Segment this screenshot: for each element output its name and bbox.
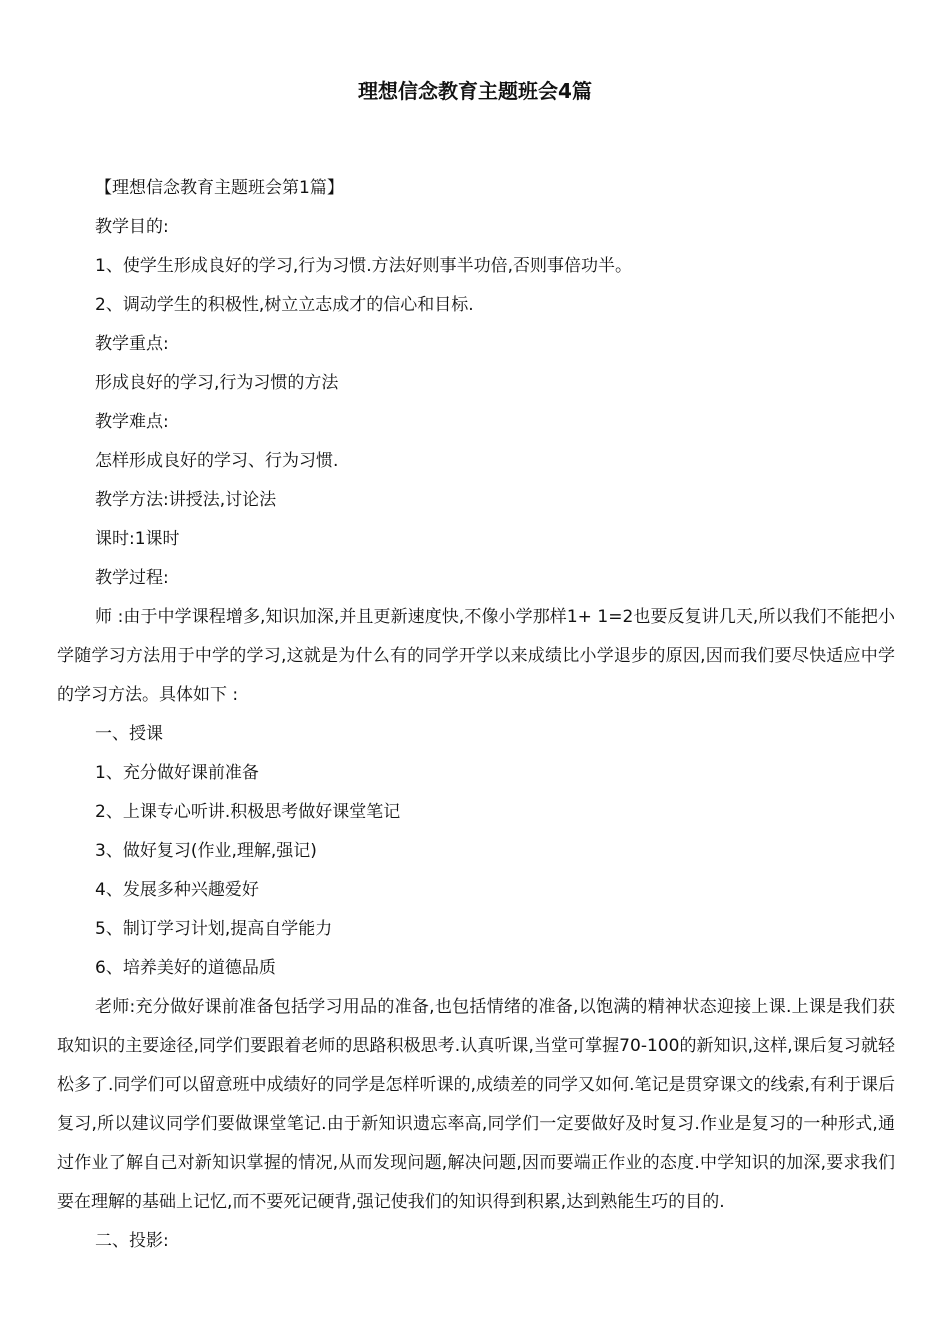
section-2-heading: 二、投影: [95, 1231, 169, 1251]
teaching-focus-label: 教学重点: [95, 334, 169, 354]
list-item: 4、发展多种兴趣爱好 [95, 880, 259, 900]
section-heading: 【理想信念教育主题班会第1篇】 [95, 178, 344, 198]
teaching-difficulty-label: 教学难点: [95, 412, 169, 432]
teaching-focus-text: 形成良好的学习,行为习惯的方法 [95, 373, 339, 393]
list-item: 1、充分做好课前准备 [95, 763, 259, 783]
teaching-goal-1: 1、使学生形成良好的学习,行为习惯.方法好则事半功倍,否则事倍功半。 [95, 256, 633, 276]
teaching-goals-label: 教学目的: [95, 217, 169, 237]
teaching-goal-2: 2、调动学生的积极性,树立立志成才的信心和目标. [95, 295, 474, 315]
teacher-paragraph-1: 师 :由于中学课程增多,知识加深,并且更新速度快,不像小学那样1+ 1=2也要反复讲几天,所以我们不能把小学随学习方法用于中学的学习,这就是为什么有的同学开学以来成绩比小学退步的原因,因而我们要尽快适应中学的学习方法。具体如下 : [57, 607, 895, 705]
class-hours: 课时:1课时 [95, 529, 180, 549]
document-title: 理想信念教育主题班会4篇 [358, 79, 592, 103]
list-item: 6、培养美好的道德品质 [95, 958, 276, 978]
list-item: 2、上课专心听讲.积极思考做好课堂笔记 [95, 802, 401, 822]
teaching-difficulty-text: 怎样形成良好的学习、行为习惯. [95, 451, 339, 471]
list-item: 3、做好复习(作业,理解,强记) [95, 841, 317, 861]
teacher-paragraph-2: 老师:充分做好课前准备包括学习用品的准备,也包括情绪的准备,以饱满的精神状态迎接上课.上课是我们获取知识的主要途径,同学们要跟着老师的思路积极思考.认真听课,当堂可掌握70-100的新知识,这样,课后复习就轻松多了.同学们可以留意班中成绩好的同学是怎样听课的,成绩差的同学又如何.笔记是贯穿课文的线索,有利于课后复习,所以建议同学们要做课堂笔记.由于新知识遗忘率高,同学们一定要做好及时复习.作业是复习的一种形式,通过作业了解自己对新知识掌握的情况,从而发现问题,解决问题,因而要端正作业的态度.中学知识的加深,要求我们要在理解的基础上记忆,而不要死记硬背,强记使我们的知识得到积累,达到熟能生巧的目的. [57, 997, 895, 1212]
teaching-process-label: 教学过程: [95, 568, 169, 588]
list-heading: 一、授课 [95, 724, 163, 744]
list-item: 5、制订学习计划,提高自学能力 [95, 919, 333, 939]
teaching-method: 教学方法:讲授法,讨论法 [95, 490, 277, 510]
document-body [57, 169, 895, 1261]
